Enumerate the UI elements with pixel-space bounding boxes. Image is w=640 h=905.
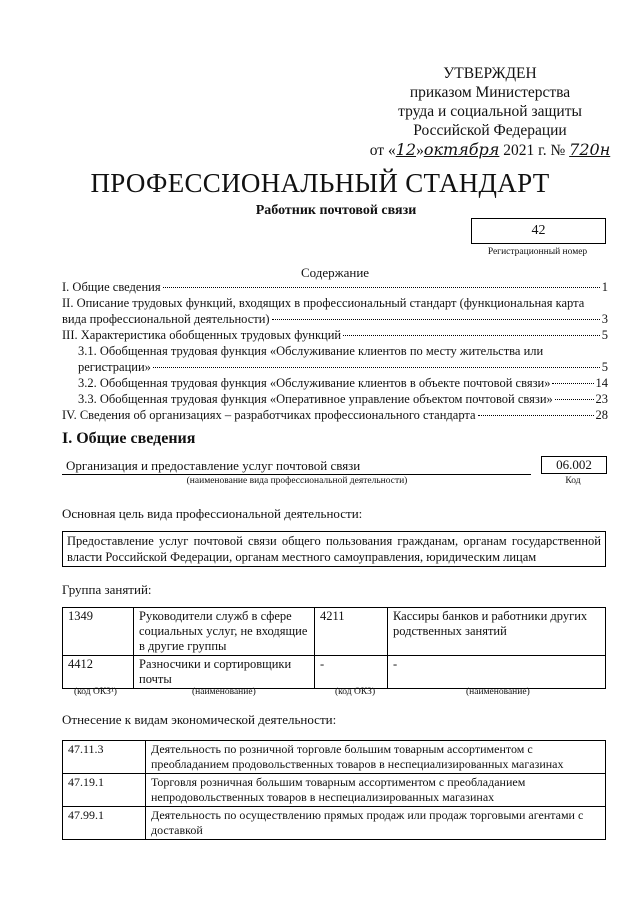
toc-item[interactable]: 3.3. Обобщенная трудовая функция «Оперативное управление объектом почтовой связи» 23: [78, 392, 608, 406]
approval-block: [360, 64, 620, 160]
document-title: ПРОФЕССИОНАЛЬНЫЙ СТАНДАРТ: [90, 168, 550, 198]
date-prefix: от «: [369, 142, 396, 159]
table-row: [63, 656, 606, 689]
registration-number-box: 42: [471, 218, 606, 244]
table-row: [63, 774, 606, 807]
table-cell: 4412: [63, 656, 134, 689]
toc-item[interactable]: 3.1. Обобщенная трудовая функция «Обслуживание клиентов по месту жительства или регистрации» 5: [78, 344, 608, 374]
table-cell: Торговля розничная большим товарным ассортиментом с преобладанием непродовольственных товаров в неспециализированных магазинах: [146, 774, 606, 807]
goal-label: Основная цель вида профессиональной деятельности:: [62, 506, 363, 521]
approval-line-4: Российской Федерации: [413, 122, 567, 139]
toc-item[interactable]: 3.2. Обобщенная трудовая функция «Обслуживание клиентов в объекте почтовой связи» 14: [78, 376, 608, 390]
table-cell: Деятельность по розничной торговле большим товарным ассортиментом с преобладанием продовольственных товаров в неспециализированных магазинах: [146, 741, 606, 774]
table-row: [63, 807, 606, 840]
toc-item[interactable]: II. Описание трудовых функций, входящих в профессиональный стандарт (функциональная карта вида профессиональной деятельности) 3: [62, 296, 608, 326]
table-of-contents: [62, 279, 608, 423]
table-cell: 4211: [315, 608, 388, 656]
table-cell: 47.99.1: [63, 807, 146, 840]
activity-code: 06.002: [541, 456, 607, 474]
goal-box: Предоставление услуг почтовой связи общего пользования гражданам, органам государственной власти Российской Федерации, органам местного самоуправления, юридическим лицам: [62, 531, 606, 567]
order-number: 720н: [569, 140, 611, 159]
table-cell: Деятельность по осуществлению прямых продаж или продаж торговыми агентами с доставкой: [146, 807, 606, 840]
activity-caption: (наименование вида профессиональной деятельности): [186, 476, 408, 486]
approval-line-1: УТВЕРЖДЕН: [443, 65, 537, 82]
toc-item[interactable]: IV. Сведения об организациях – разработчиках профессионального стандарта 28: [62, 408, 608, 422]
occupation-table: [62, 607, 606, 689]
table-cell: Кассиры банков и работники других родственных занятий: [388, 608, 606, 656]
table-cell: -: [315, 656, 388, 689]
activity-name: Организация и предоставление услуг почтовой связи: [62, 458, 531, 475]
approval-date: [360, 140, 620, 160]
toc-item[interactable]: III. Характеристика обобщенных трудовых функций 5: [62, 328, 608, 342]
occupation-group-label: Группа занятий:: [62, 582, 152, 597]
table-cell: 47.11.3: [63, 741, 146, 774]
table-cell: Разносчики и сортировщики почты: [134, 656, 315, 689]
table-cell: Руководители служб в сфере социальных услуг, не входящие в другие группы: [134, 608, 315, 656]
date-month: октября: [423, 140, 500, 159]
toc-item[interactable]: I. Общие сведения 1: [62, 280, 608, 294]
section-heading: I. Общие сведения: [62, 430, 196, 447]
table-row: [63, 608, 606, 656]
economic-activity-table: [62, 740, 606, 840]
table-cell: 47.19.1: [63, 774, 146, 807]
document-subtitle: Работник почтовой связи: [255, 203, 417, 218]
contents-heading: Содержание: [300, 265, 370, 280]
date-day: 12: [395, 140, 417, 159]
economic-activity-label: Отнесение к видам экономической деятельности:: [62, 712, 337, 727]
date-mid: »: [416, 142, 424, 159]
date-year: 2021 г. №: [503, 142, 566, 159]
table-cell: 1349: [63, 608, 134, 656]
code-caption: Код: [565, 476, 581, 486]
registration-number-label: Регистрационный номер: [487, 247, 588, 257]
table-cell: -: [388, 656, 606, 689]
table-row: [63, 741, 606, 774]
approval-line-3: труда и социальной защиты: [398, 103, 582, 120]
approval-line-2: приказом Министерства: [409, 84, 571, 101]
